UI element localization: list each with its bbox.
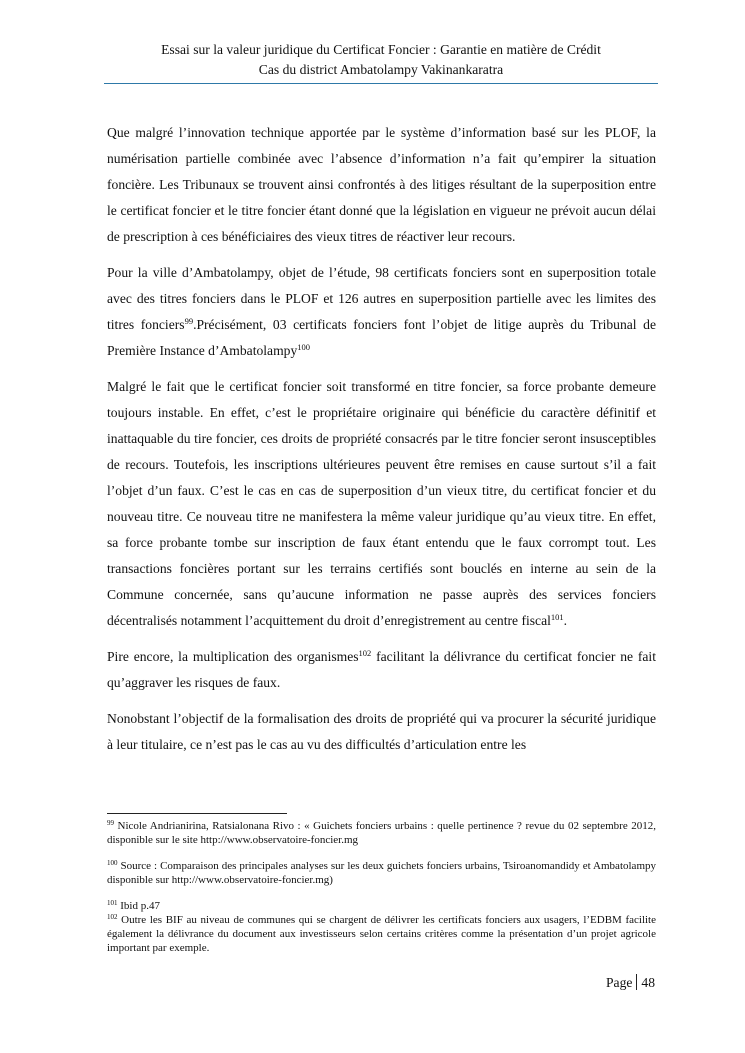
page-number-separator [636, 974, 637, 990]
header-title-line: Essai sur la valeur juridique du Certificat Foncier : Garantie en matière de Crédit [161, 42, 601, 57]
footnote-ref-102: 102 [358, 648, 372, 658]
footnote-100 [107, 859, 656, 887]
paragraph-5 [107, 706, 656, 758]
footnote-102 [107, 913, 656, 955]
footnote-text: Source : Comparaison des principales analyses sur les deux guichets fonciers urbains, Tsiroanomandidy et Ambatolampy disponible sur http://www.observatoire-foncier.mg) [107, 860, 656, 886]
footnote-text: Outre les BIF au niveau de communes qui se chargent de délivrer les certificats fonciers aux usagers, l’EDBM facilite également la délivrance du document aux investisseurs selon certains critères comme la présentation d’un projet agricole important par exemple. [107, 914, 656, 954]
paragraph-1 [107, 120, 656, 250]
page-number [606, 974, 655, 992]
footnote-text: Ibid p.47 [117, 900, 160, 912]
footnote-number: 101 [107, 899, 118, 907]
footnote-99 [107, 819, 656, 847]
footnote-ref-101: 101 [550, 612, 564, 622]
footnote-ref-100: 100 [297, 342, 310, 352]
footnote-divider [107, 813, 287, 814]
footnote-text: Nicole Andrianirina, Ratsialonana Rivo : « Guichets fonciers urbains : quelle pertinence ? revue du 02 septembre 2012, disponible sur le site http://www.observatoire-foncier.mg [107, 820, 656, 846]
paragraph-text: facilitant la délivrance du certificat foncier ne fait qu’aggraver les risques de faux. [107, 649, 656, 690]
paragraph-text: . [563, 613, 568, 628]
paragraph-text: Nonobstant l’objectif de la formalisation des droits de propriété qui va procurer la sécurité juridique à leur titulaire, ce n’est pas le cas au vu des difficultés d’articulation entre les [107, 711, 656, 752]
paragraph-4 [107, 644, 656, 696]
running-header [104, 40, 658, 80]
header-subtitle-line: Cas du district Ambatolampy Vakinankaratra [258, 62, 504, 77]
footnote-number: 100 [107, 859, 118, 867]
paragraph-text: Pire encore, la multiplication des organismes [107, 649, 359, 664]
paragraph-text: Malgré le fait que le certificat foncier soit transformé en titre foncier, sa force probante demeure toujours instable. En effet, c’est le propriétaire originaire qui bénéficie du caractère définitif et inattaquable du tire foncier, ces droits de propriété consacrés par le titre foncier seront insusceptibles de recours. Toutefois, les inscriptions ultérieures peuvent être remises en cause surtout s’il a fait l’objet d’un faux. C’est le cas en cas de superposition d’un vieux titre, du certificat foncier et du nouveau titre. Ce nouveau titre ne manifestera la même valeur juridique qu’au vieux titre. En effet, sa force probante tombe sur inscription de faux étant entendu que le faux corrompt tout. Les transactions foncières portant sur les terrains certifiés sont bouclés en interne au sein de la Commune concernée, sans qu’aucune information ne passe auprès des services fonciers décentralisés notamment l’acquittement du droit d’enregistrement au centre fiscal [107, 379, 656, 628]
footnote-ref-99: 99 [184, 316, 194, 326]
footnote-number: 102 [107, 913, 118, 921]
paragraph-text: Pour la ville d’Ambatolampy, objet de l’étude, 98 certificats fonciers sont en superposition totale avec des titres fonciers dans le PLOF et 126 autres en superposition partielle avec les limites des titres fonciers [107, 265, 656, 332]
page-label: Page [605, 975, 633, 990]
body-text [107, 120, 656, 768]
footnotes [107, 819, 656, 955]
paragraph-2 [107, 260, 656, 364]
footnote-101 [107, 899, 656, 913]
page-number-value: 48 [641, 975, 655, 990]
paragraph-3 [107, 374, 656, 634]
header-divider [104, 83, 658, 84]
paragraph-text: .Précisément, 03 certificats fonciers font l’objet de litige auprès du Tribunal de Première Instance d’Ambatolampy [107, 317, 656, 358]
paragraph-text: Que malgré l’innovation technique apportée par le système d’information basé sur les PLOF, la numérisation partielle combinée avec l’absence d’information n’a fait qu’empirer la situation foncière. Les Tribunaux se trouvent ainsi confrontés à des litiges résultant de la superposition entre le certificat foncier et le titre foncier étant donné que la législation en vigueur ne prévoit aucun délai de prescription à ces bénéficiaires des vieux titres de réactiver leur recours. [107, 125, 656, 244]
footnote-number: 99 [107, 819, 114, 827]
